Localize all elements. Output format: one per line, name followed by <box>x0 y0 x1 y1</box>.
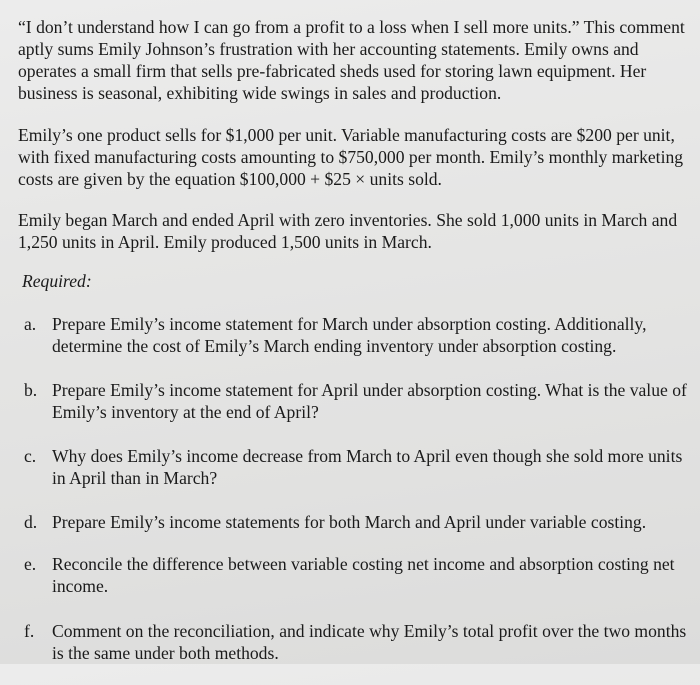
question-text: Prepare Emily’s income statement for April under absorption costing. What is the value of Emily’s inventory at the end of April? <box>52 380 687 422</box>
inventory-paragraph: Emily began March and ended April with zero inventories. She sold 1,000 units in March and 1,250 units in April. Emily produced 1,500 units in March. <box>18 210 678 252</box>
question-letter: c. <box>24 446 37 466</box>
question-letter: a. <box>24 314 37 334</box>
question-text: Comment on the reconciliation, and indicate why Emily’s total profit over the two months is the same under both methods. <box>52 621 687 663</box>
question-e <box>24 553 690 597</box>
cost-paragraph: Emily’s one product sells for $1,000 per unit. Variable manufacturing costs are $200 per unit, with fixed manufacturing costs amounting to $750,000 per month. Emily’s monthly marketing costs are given by the equation $100,000 + $25 × units sold. <box>18 125 684 189</box>
question-text: Why does Emily’s income decrease from March to April even though she sold more units in April than in March? <box>52 446 683 488</box>
question-letter: e. <box>24 554 37 574</box>
intro-paragraph: “I don’t understand how I can go from a profit to a loss when I sell more units.” This comment aptly sums Emily Johnson’s frustration with her accounting statements. Emily owns and operates a small firm that sells pre-fabricated sheds used for storing lawn equipment. Her business is seasonal, exhibiting wide swings in sales and production. <box>18 17 685 103</box>
question-letter: d. <box>24 512 38 532</box>
question-b <box>24 379 690 423</box>
question-text: Prepare Emily’s income statement for March under absorption costing. Additionally, determine the cost of Emily’s March ending inventory under absorption costing. <box>52 314 647 356</box>
document-page <box>18 16 690 685</box>
question-f <box>24 620 690 664</box>
question-text: Prepare Emily’s income statements for both March and April under variable costing. <box>52 512 647 532</box>
question-a <box>24 313 690 357</box>
required-heading: Required: <box>22 271 92 291</box>
question-text: Reconcile the difference between variable costing net income and absorption costing net income. <box>52 554 675 596</box>
question-letter: b. <box>24 380 38 400</box>
question-c <box>24 445 690 489</box>
question-letter: f. <box>24 621 35 641</box>
question-d <box>24 511 690 533</box>
